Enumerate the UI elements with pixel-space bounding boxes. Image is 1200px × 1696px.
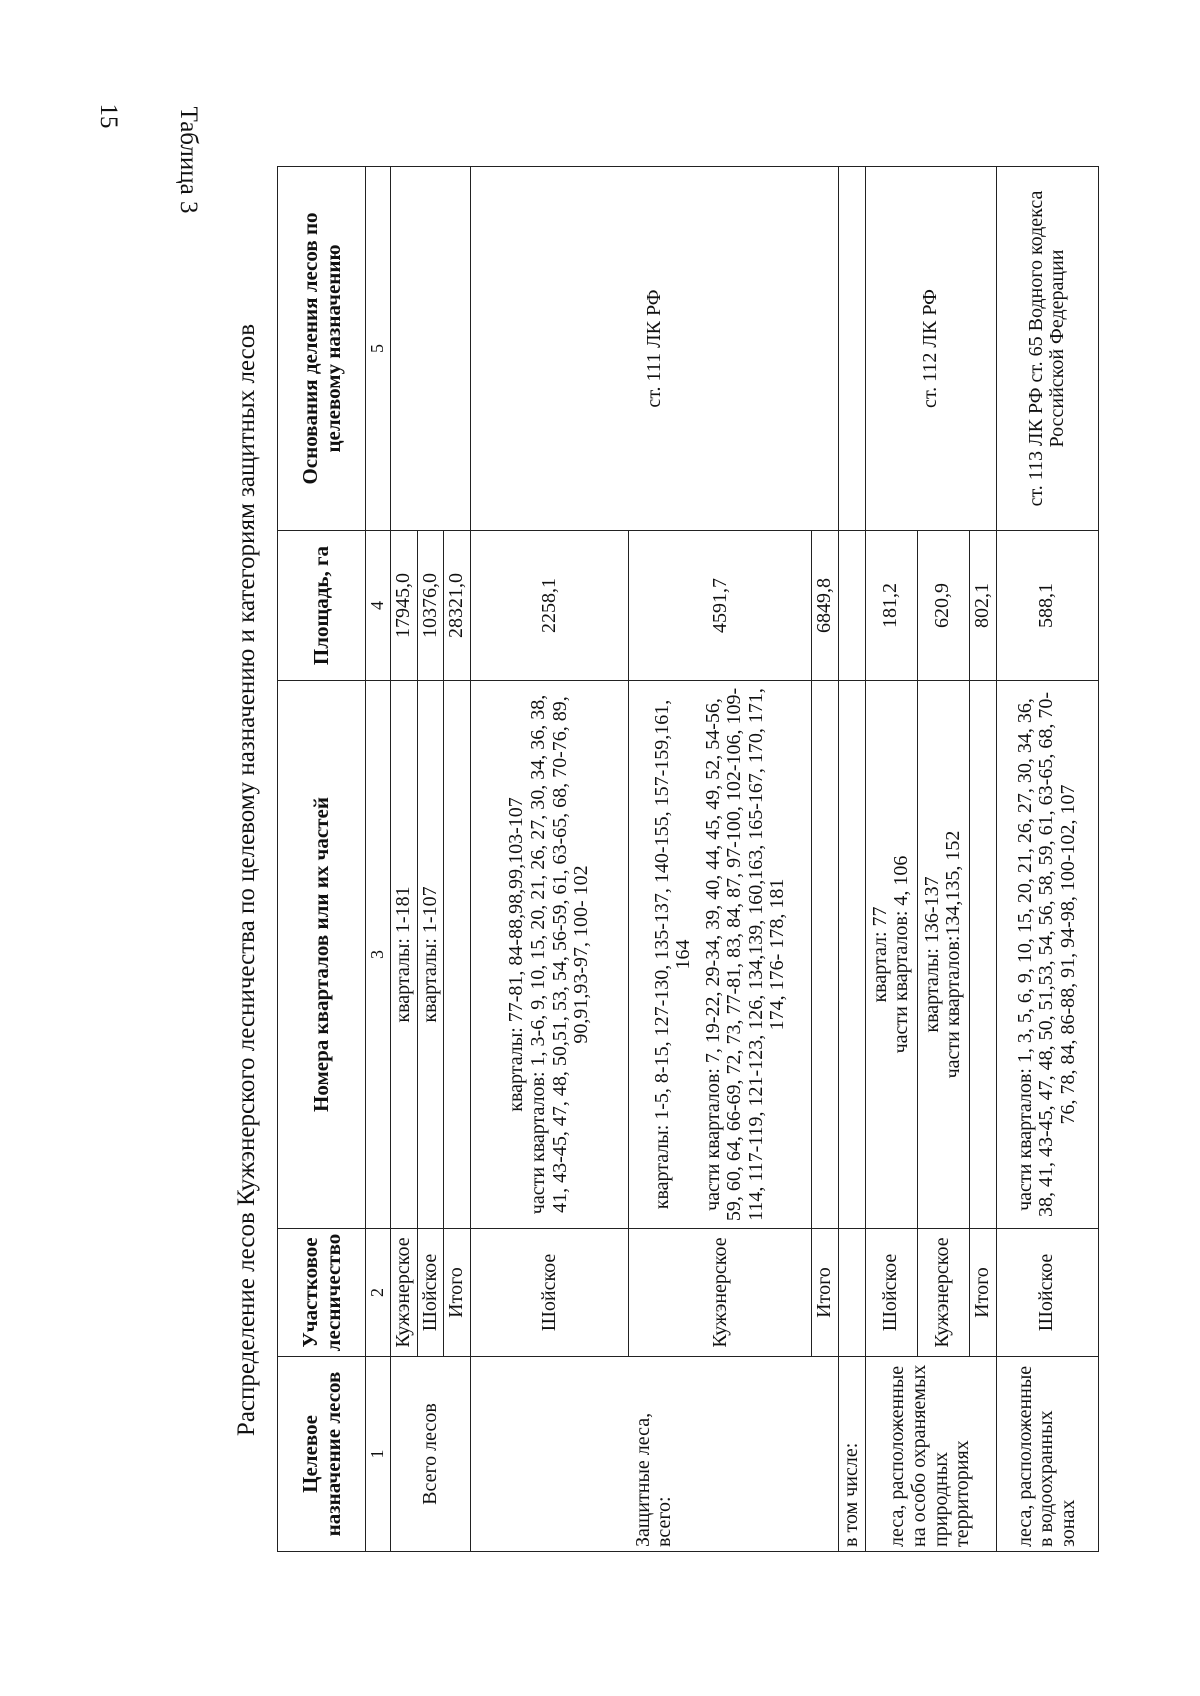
quarters-cell [865, 681, 917, 1229]
column-number: 2 [366, 1229, 391, 1357]
forest-distribution-table [277, 166, 1099, 1552]
area-cell: 10376,0 [417, 531, 444, 681]
document-title: Распределение лесов Кужэнерского лесничества по целевому назначению и категориям защитных лесов [233, 323, 260, 1437]
table-row [390, 167, 417, 1552]
basis-cell [390, 167, 470, 531]
area-cell: 620,9 [917, 531, 969, 681]
unit-cell: Итого [812, 1229, 839, 1357]
unit-cell: Шойское [417, 1229, 444, 1357]
column-number: 4 [366, 531, 391, 681]
area-cell: 17945,0 [390, 531, 417, 681]
column-number-row [366, 167, 391, 1552]
quarters-partial: части кварталов: 4, 106 [890, 855, 913, 1054]
unit-cell: Кужэнерское [629, 1229, 812, 1357]
quarters-cell [917, 681, 969, 1229]
header-quarters: Номера кварталов или их частей [278, 681, 366, 1229]
area-cell: 2258,1 [470, 531, 629, 681]
unit-cell: Итого [444, 1229, 471, 1357]
including-label: в том числе: [838, 1357, 865, 1552]
empty-cell [838, 681, 865, 1229]
quarters-full: квартал: 77 [868, 906, 891, 1003]
unit-cell: Кужэнерское [390, 1229, 417, 1357]
purpose-cell: Всего лесов [390, 1357, 470, 1552]
purpose-cell: леса, расположенные на особо охраняемых природных территориях [865, 1357, 996, 1552]
empty-cell [838, 531, 865, 681]
basis-cell: ст. 112 ЛК РФ [865, 167, 996, 531]
area-cell: 802,1 [969, 531, 996, 681]
area-cell: 4591,7 [629, 531, 812, 681]
table-header-row [278, 167, 366, 1552]
empty-cell [838, 167, 865, 531]
column-number: 1 [366, 1357, 391, 1552]
table-row [996, 167, 1098, 1552]
table-label: Таблица 3 [175, 106, 202, 214]
quarters-full: кварталы: 1-5, 8-15, 127-130, 135-137, 140-155, 157-159,161, 164 [650, 699, 695, 1210]
quarters-cell [812, 681, 839, 1229]
area-cell: 28321,0 [444, 531, 471, 681]
basis-cell: ст. 113 ЛК РФ ст. 65 Водного кодекса Российской Федерации [996, 167, 1098, 531]
unit-cell: Кужэнерское [917, 1229, 969, 1357]
unit-cell: Шойское [996, 1229, 1098, 1357]
header-area: Площадь, га [278, 531, 366, 681]
quarters-full: кварталы: 136-137 [920, 876, 943, 1033]
purpose-cell: леса, расположенные в водоохранных зонах [996, 1357, 1098, 1552]
column-number: 3 [366, 681, 391, 1229]
quarters-cell: кварталы: 1-181 [390, 681, 417, 1229]
basis-cell: ст. 111 ЛК РФ [470, 167, 838, 531]
table-row [838, 167, 865, 1552]
quarters-cell: части кварталов: 1, 3, 5, 6, 9, 10, 15, 20, 21, 26, 27, 30, 34, 36, 38, 41, 43-45, 47, 48, 50, 51,53, 54, 56, 58, 59, 61, 63-65, 68, 70-76, 78, 84, 86-88, 91, 94-98, 100-102, 107 [996, 681, 1098, 1229]
quarters-cell [629, 681, 812, 1229]
header-basis: Основания деления лесов по целевому назначению [278, 167, 366, 531]
page-number: 15 [95, 103, 122, 129]
table-row [865, 167, 917, 1552]
quarters-cell: кварталы: 1-107 [417, 681, 444, 1229]
area-cell: 6849,8 [812, 531, 839, 681]
area-cell: 588,1 [996, 531, 1098, 681]
column-number: 5 [366, 167, 391, 531]
quarters-cell [444, 681, 471, 1229]
quarters-partial: части кварталов: 1, 3-6, 9, 10, 15, 20, 21, 26, 27, 30, 34, 36, 38, 41, 43-45, 47, 48, 50,51, 53, 54, 56-59, 61, 63-65, 68, 70-76, 89, 90,91,93-97, 100- 102 [527, 694, 593, 1215]
quarters-partial: части кварталов: 7, 19-22, 29-34, 39, 40, 44, 45, 49, 52, 54-56, 59, 60, 64, 66-69, 72, 73, 77-81, 83, 84, 87, 97-100, 102-106, 109-114, 117-119, 121-123, 126, 134,139, 160,163, 165-167, 170, 171, 174, 176- 178, 181 [701, 687, 789, 1222]
unit-cell: Итого [969, 1229, 996, 1357]
purpose-cell: Защитные леса, всего: [470, 1357, 838, 1552]
quarters-cell [470, 681, 629, 1229]
header-unit: Участковое лесничество [278, 1229, 366, 1357]
header-purpose: Целевое назначение лесов [278, 1357, 366, 1552]
table-row [470, 167, 629, 1552]
quarters-cell [969, 681, 996, 1229]
unit-cell: Шойское [470, 1229, 629, 1357]
empty-cell [838, 1229, 865, 1357]
area-cell: 181,2 [865, 531, 917, 681]
unit-cell: Шойское [865, 1229, 917, 1357]
rotated-page-content [225, 150, 1105, 1570]
quarters-partial: части кварталов:134,135, 152 [942, 830, 965, 1079]
quarters-full: кварталы: 77-81, 84-88,98,99,103-107 [505, 797, 528, 1112]
